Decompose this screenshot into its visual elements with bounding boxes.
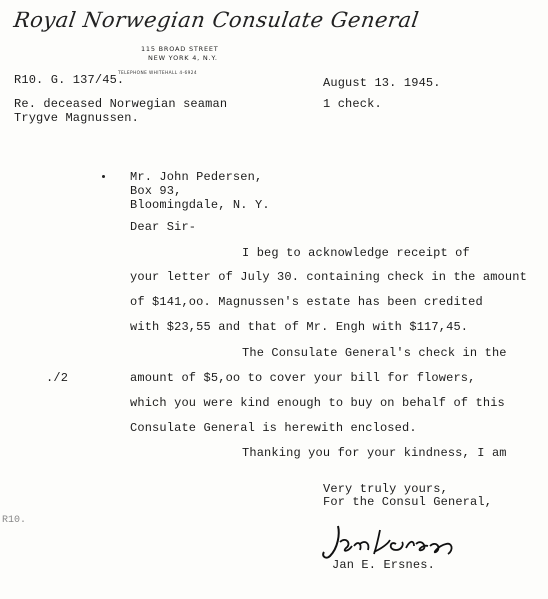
edge-mark: R10. (2, 515, 27, 526)
letterhead-street: 115 BROAD STREET (141, 45, 219, 53)
letterhead-telephone: TELEPHONE WHITEHALL 4-6924 (118, 71, 197, 76)
subject-line-1: Re. deceased Norwegian seaman (14, 97, 228, 111)
letterhead-name: Royal Norwegian Consulate General (12, 8, 421, 32)
salutation: Dear Sir- (130, 220, 197, 234)
file-reference: R10. G. 137/45. (14, 73, 125, 87)
recipient-name: Mr. John Pedersen, (130, 170, 263, 184)
closing-line-1: Very truly yours, (323, 482, 448, 496)
subject-line-2: Trygve Magnussen. (14, 111, 139, 125)
recipient-box: Box 93, (130, 184, 182, 198)
closing-line-2: For the Consul General, (323, 495, 493, 509)
body-line-1: I beg to acknowledge receipt of (242, 246, 470, 260)
body-line-5: The Consulate General's check in the (242, 346, 507, 360)
ink-dot (102, 175, 105, 178)
letterhead-city: NEW YORK 4, N.Y. (148, 54, 218, 62)
body-line-7: which you were kind enough to buy on behalf of this (130, 396, 505, 410)
letter-date: August 13. 1945. (323, 76, 441, 90)
body-line-6: amount of $5,oo to cover your bill for flowers, (130, 371, 476, 385)
signature-name: Jan E. Ersnes. (332, 558, 435, 572)
body-line-9: Thanking you for your kindness, I am (242, 446, 507, 460)
body-line-3: of $141,oo. Magnussen's estate has been credited (130, 295, 483, 309)
body-line-4: with $23,55 and that of Mr. Engh with $117,45. (130, 320, 469, 334)
enclosure-note: 1 check. (323, 97, 382, 111)
body-line-8: Consulate General is herewith enclosed. (130, 421, 417, 435)
body-line-2: your letter of July 30. containing check in the amount (130, 270, 527, 284)
recipient-city: Bloomingdale, N. Y. (130, 198, 270, 212)
margin-mark: ./2 (46, 371, 69, 385)
